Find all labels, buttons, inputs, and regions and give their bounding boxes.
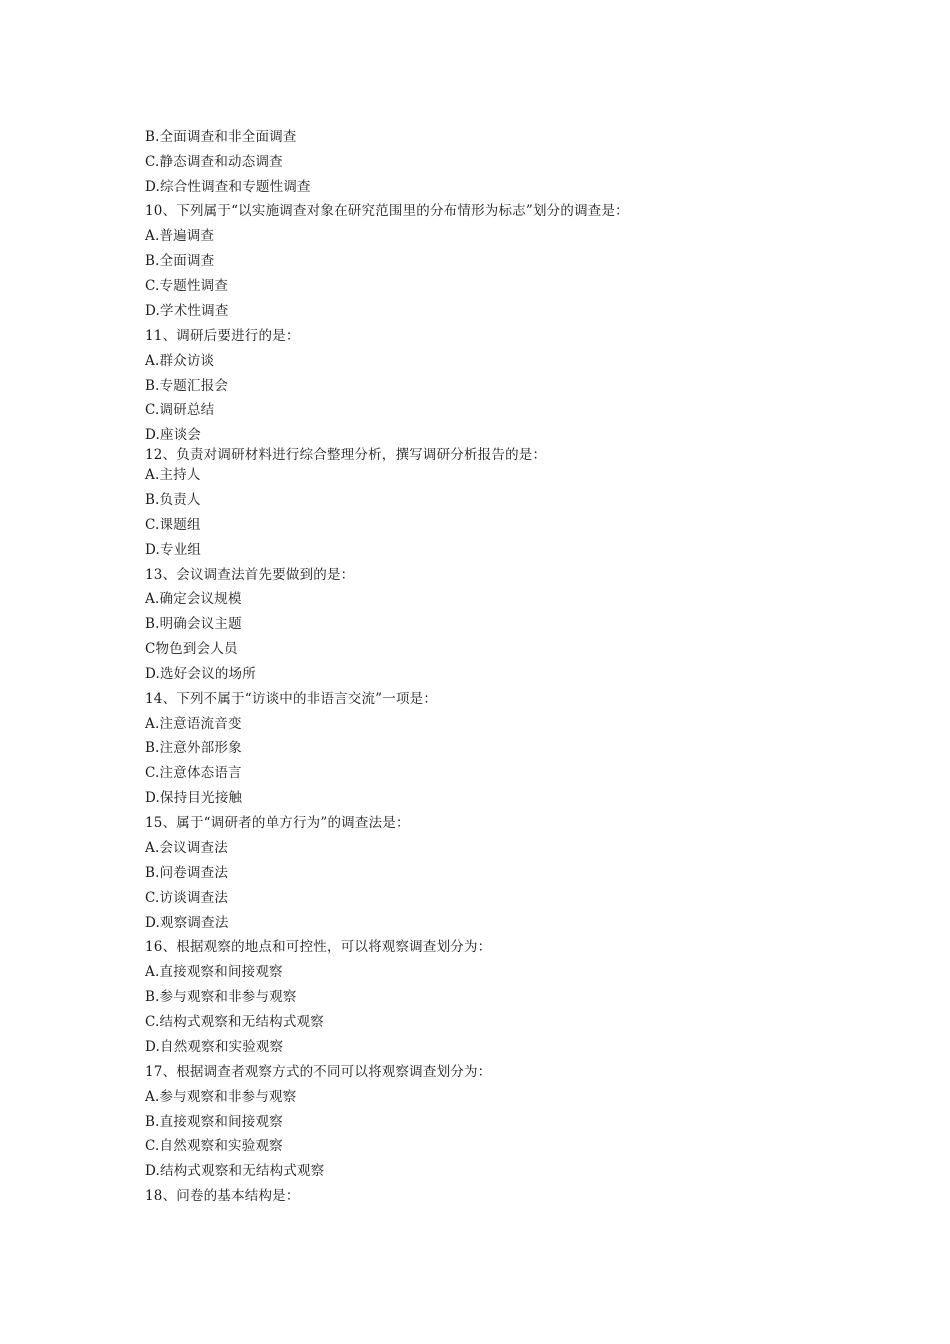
- option-line: B.注意外部形象: [145, 740, 242, 756]
- option-line: D.观察调查法: [145, 915, 229, 931]
- option-line: D.学术性调查: [145, 303, 229, 319]
- option-line: A.群众访谈: [145, 353, 215, 369]
- option-line: A.主持人: [145, 467, 201, 483]
- option-line: D.结构式观察和无结构式观察: [145, 1163, 325, 1179]
- question-line: 15、属于“调研者的单方行为”的调查法是：: [145, 815, 410, 831]
- option-line: C.静态调查和动态调查: [145, 154, 283, 170]
- question-line: 16、根据观察的地点和可控性，可以将观察调查划分为：: [145, 939, 492, 955]
- option-line: D.综合性调查和专题性调查: [145, 179, 311, 195]
- option-line: B.专题汇报会: [145, 378, 229, 394]
- option-line: C.注意体态语言: [145, 765, 242, 781]
- option-line: D.选好会议的场所: [145, 666, 256, 682]
- option-line: C.自然观察和实验观察: [145, 1138, 283, 1154]
- option-line: C.访谈调查法: [145, 890, 229, 906]
- option-line: A.会议调查法: [145, 840, 228, 856]
- option-line: A.普遍调查: [145, 228, 215, 244]
- question-line: 14、下列不属于“访谈中的非语言交流”一项是：: [145, 691, 438, 707]
- option-line: A.确定会议规模: [145, 591, 242, 607]
- option-line: B.负责人: [145, 492, 201, 508]
- option-line: D.保持目光接触: [145, 790, 243, 806]
- option-line: D.座谈会: [145, 427, 202, 443]
- option-line: C.专题性调查: [145, 278, 229, 294]
- question-line: 18、问卷的基本结构是：: [145, 1188, 300, 1204]
- option-line: C物色到会人员: [145, 641, 238, 657]
- question-line: 12、负责对调研材料进行综合整理分析，撰写调研分析报告的是：: [145, 447, 547, 463]
- question-line: 17、根据调查者观察方式的不同可以将观察调查划分为：: [145, 1064, 492, 1080]
- option-line: B.全面调查: [145, 253, 215, 269]
- option-line: A.参与观察和非参与观察: [145, 1089, 297, 1105]
- option-line: B.问卷调查法: [145, 865, 229, 881]
- option-line: B.直接观察和间接观察: [145, 1114, 283, 1130]
- option-line: D.自然观察和实验观察: [145, 1039, 284, 1055]
- option-line: C.课题组: [145, 517, 201, 533]
- question-line: 10、下列属于“以实施调查对象在研究范围里的分布情形为标志”划分的调查是：: [145, 203, 629, 219]
- option-line: B.明确会议主题: [145, 616, 242, 632]
- option-line: C.结构式观察和无结构式观察: [145, 1014, 324, 1030]
- question-line: 11、调研后要进行的是：: [145, 328, 300, 344]
- option-line: A.注意语流音变: [145, 716, 242, 732]
- option-line: B.参与观察和非参与观察: [145, 989, 297, 1005]
- option-line: D.专业组: [145, 542, 202, 558]
- question-line: 13、会议调查法首先要做到的是：: [145, 567, 355, 583]
- option-line: A.直接观察和间接观察: [145, 964, 283, 980]
- option-line: B.全面调查和非全面调查: [145, 129, 297, 145]
- option-line: C.调研总结: [145, 402, 215, 418]
